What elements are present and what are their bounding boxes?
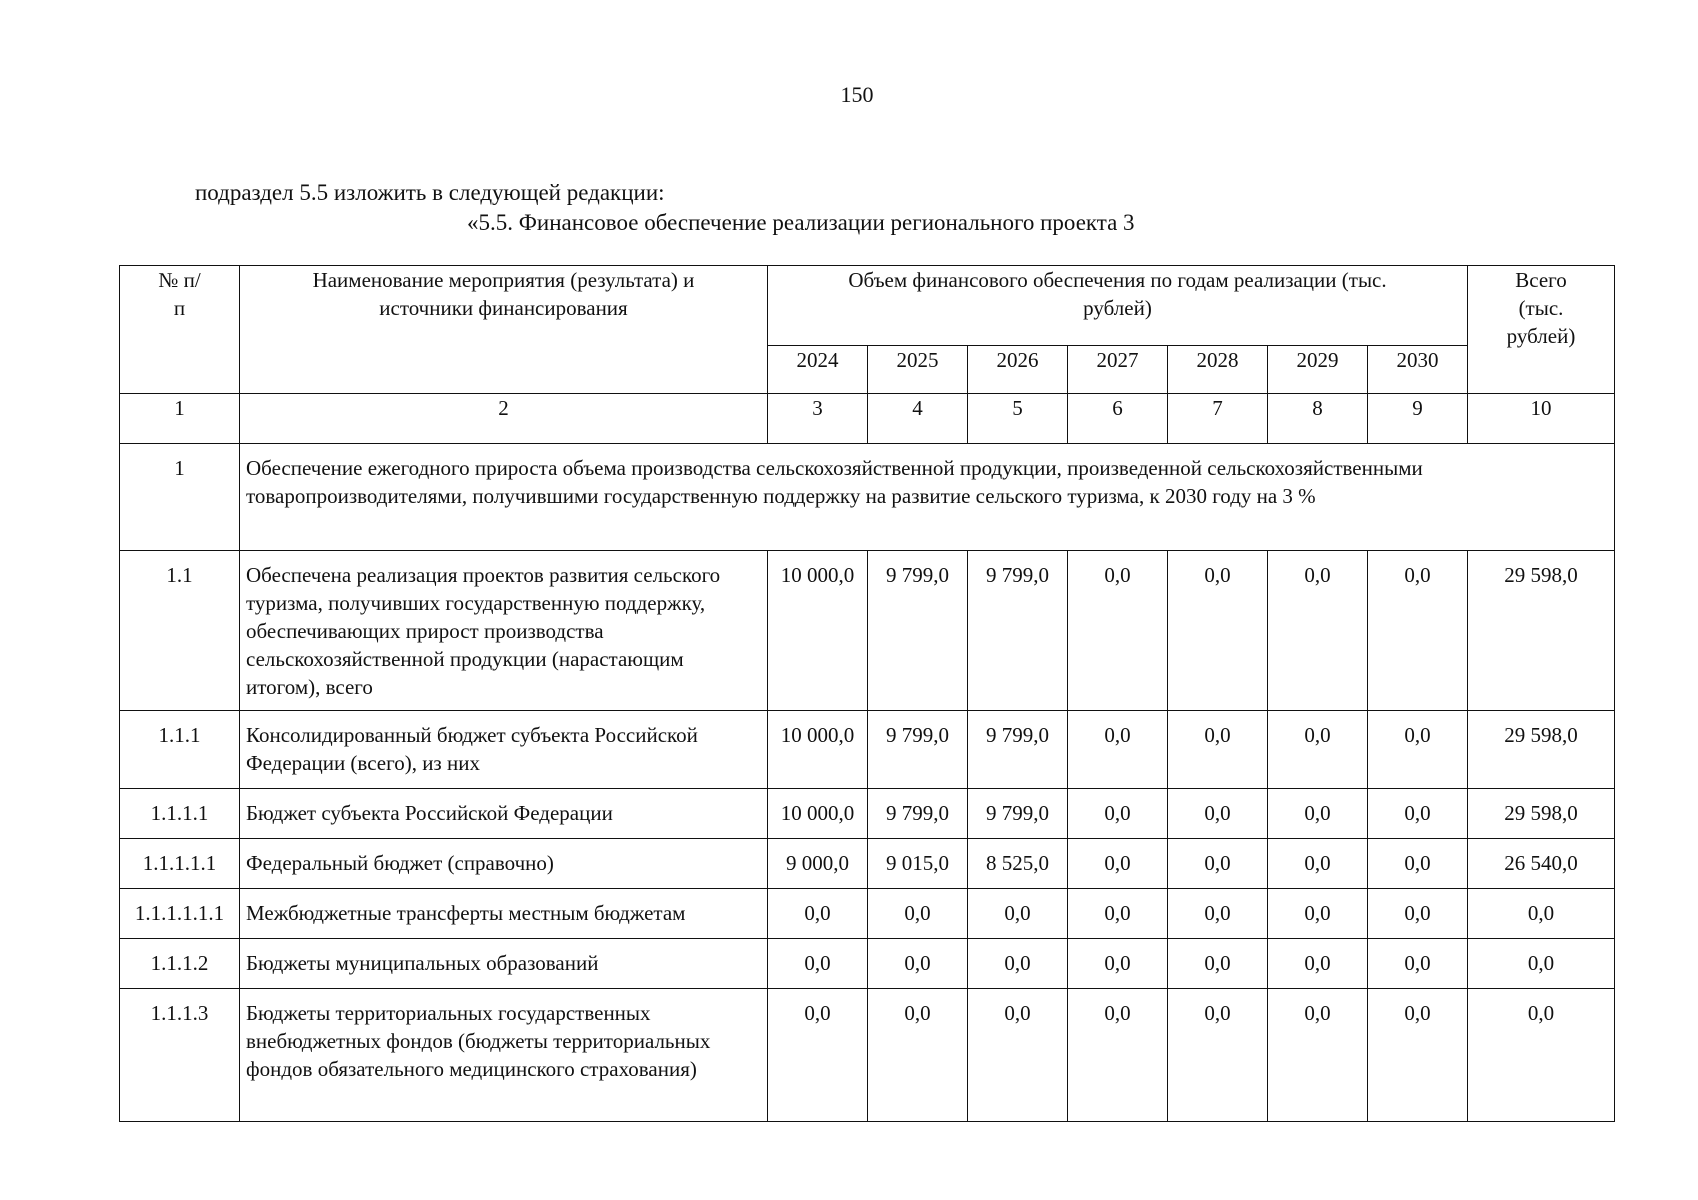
year-cell: 2029 bbox=[1268, 346, 1368, 394]
row-name: Межбюджетные трансферты местным бюджетам bbox=[240, 889, 768, 939]
column-number: 5 bbox=[968, 394, 1068, 444]
row-value: 0,0 bbox=[1368, 889, 1468, 939]
row-value: 10 000,0 bbox=[768, 551, 868, 711]
header-total: Всего (тыс. рублей) bbox=[1468, 266, 1615, 394]
row-value: 0,0 bbox=[1168, 889, 1268, 939]
row-value: 9 799,0 bbox=[868, 551, 968, 711]
section-title: «5.5. Финансовое обеспечение реализации регионального проекта 3 bbox=[467, 210, 1135, 235]
row-total: 29 598,0 bbox=[1468, 551, 1615, 711]
table-body bbox=[120, 444, 1615, 1122]
year-cell: 2027 bbox=[1068, 346, 1168, 394]
row-code: 1 bbox=[120, 444, 240, 551]
row-value: 0,0 bbox=[868, 889, 968, 939]
row-total: 0,0 bbox=[1468, 939, 1615, 989]
table-row bbox=[120, 939, 1615, 989]
year-cell: 2025 bbox=[868, 346, 968, 394]
row-value: 9 799,0 bbox=[868, 711, 968, 789]
row-value: 0,0 bbox=[1268, 711, 1368, 789]
year-cell: 2028 bbox=[1168, 346, 1268, 394]
row-code: 1.1.1.3 bbox=[120, 989, 240, 1122]
row-value: 0,0 bbox=[1368, 839, 1468, 889]
column-number: 9 bbox=[1368, 394, 1468, 444]
row-total: 29 598,0 bbox=[1468, 789, 1615, 839]
row-value: 0,0 bbox=[768, 939, 868, 989]
row-value: 10 000,0 bbox=[768, 789, 868, 839]
column-number: 3 bbox=[768, 394, 868, 444]
row-name: Бюджет субъекта Российской Федерации bbox=[240, 789, 768, 839]
row-code: 1.1.1.2 bbox=[120, 939, 240, 989]
row-value: 0,0 bbox=[1368, 551, 1468, 711]
row-value: 8 525,0 bbox=[968, 839, 1068, 889]
row-value: 0,0 bbox=[1168, 839, 1268, 889]
header-name: Наименование мероприятия (результата) и источники финансирования bbox=[240, 266, 768, 394]
row-total: 29 598,0 bbox=[1468, 711, 1615, 789]
table-row bbox=[120, 789, 1615, 839]
column-number: 7 bbox=[1168, 394, 1268, 444]
row-value: 0,0 bbox=[1268, 889, 1368, 939]
row-value: 0,0 bbox=[1168, 551, 1268, 711]
row-name: Обеспечена реализация проектов развития сельского туризма, получивших государственную поддержку, обеспечивающих прирост производства сельскохозяйственной продукции (нарастающим итогом), всего bbox=[240, 551, 768, 711]
row-value: 0,0 bbox=[1068, 711, 1168, 789]
row-value: 9 799,0 bbox=[968, 551, 1068, 711]
row-name: Бюджеты муниципальных образований bbox=[240, 939, 768, 989]
table-row bbox=[120, 989, 1615, 1122]
row-value: 0,0 bbox=[968, 989, 1068, 1122]
row-value: 0,0 bbox=[1068, 889, 1168, 939]
column-number: 4 bbox=[868, 394, 968, 444]
row-code: 1.1.1.1 bbox=[120, 789, 240, 839]
row-total: 26 540,0 bbox=[1468, 839, 1615, 889]
row-value: 0,0 bbox=[1068, 789, 1168, 839]
row-value: 9 015,0 bbox=[868, 839, 968, 889]
row-value: 10 000,0 bbox=[768, 711, 868, 789]
intro-text: подраздел 5.5 изложить в следующей редакции: bbox=[195, 180, 665, 205]
row-value: 0,0 bbox=[1268, 989, 1368, 1122]
row-value: 9 799,0 bbox=[968, 711, 1068, 789]
row-value: 0,0 bbox=[1268, 939, 1368, 989]
row-value: 9 799,0 bbox=[968, 789, 1068, 839]
row-value: 0,0 bbox=[868, 939, 968, 989]
year-cell: 2026 bbox=[968, 346, 1068, 394]
year-cell: 2030 bbox=[1368, 346, 1468, 394]
row-value: 0,0 bbox=[1368, 789, 1468, 839]
year-cell: 2024 bbox=[768, 346, 868, 394]
financing-table bbox=[119, 265, 1615, 1122]
row-value: 0,0 bbox=[1068, 939, 1168, 989]
row-value: 0,0 bbox=[1368, 989, 1468, 1122]
row-value: 0,0 bbox=[1168, 711, 1268, 789]
row-value: 0,0 bbox=[1268, 789, 1368, 839]
row-value: 0,0 bbox=[1068, 839, 1168, 889]
row-value: 0,0 bbox=[1068, 989, 1168, 1122]
row-value: 0,0 bbox=[1268, 839, 1368, 889]
header-num: № п/п bbox=[120, 266, 240, 394]
row-value: 0,0 bbox=[968, 939, 1068, 989]
column-numbers-row bbox=[120, 394, 1615, 444]
table-row bbox=[120, 711, 1615, 789]
row-code: 1.1.1.1.1 bbox=[120, 839, 240, 889]
row-value: 0,0 bbox=[868, 989, 968, 1122]
page-number: 150 bbox=[840, 82, 874, 107]
row-total: 0,0 bbox=[1468, 989, 1615, 1122]
row-value: 0,0 bbox=[1168, 939, 1268, 989]
table-row bbox=[120, 889, 1615, 939]
row-value: 0,0 bbox=[1368, 711, 1468, 789]
section-text: Обеспечение ежегодного прироста объема производства сельскохозяйственной продукции, произведенной сельскохозяйственными товаропроизводителями, получившими государственную поддержку на развитие сельского туризма, к 2030 году на 3 % bbox=[240, 444, 1615, 551]
row-code: 1.1.1.1.1.1 bbox=[120, 889, 240, 939]
row-value: 0,0 bbox=[968, 889, 1068, 939]
row-value: 0,0 bbox=[1368, 939, 1468, 989]
row-total: 0,0 bbox=[1468, 889, 1615, 939]
column-number: 1 bbox=[120, 394, 240, 444]
column-number: 10 bbox=[1468, 394, 1615, 444]
column-number: 6 bbox=[1068, 394, 1168, 444]
table-header bbox=[120, 266, 1615, 444]
row-code: 1.1 bbox=[120, 551, 240, 711]
row-name: Бюджеты территориальных государственных внебюджетных фондов (бюджеты территориальных фондов обязательного медицинского страхования) bbox=[240, 989, 768, 1122]
row-name: Консолидированный бюджет субъекта Российской Федерации (всего), из них bbox=[240, 711, 768, 789]
column-number: 2 bbox=[240, 394, 768, 444]
table-row bbox=[120, 839, 1615, 889]
row-value: 0,0 bbox=[1268, 551, 1368, 711]
table-row bbox=[120, 551, 1615, 711]
row-code: 1.1.1 bbox=[120, 711, 240, 789]
row-value: 0,0 bbox=[1068, 551, 1168, 711]
row-value: 0,0 bbox=[768, 889, 868, 939]
row-value: 9 799,0 bbox=[868, 789, 968, 839]
column-number: 8 bbox=[1268, 394, 1368, 444]
row-value: 0,0 bbox=[1168, 989, 1268, 1122]
row-value: 0,0 bbox=[768, 989, 868, 1122]
row-name: Федеральный бюджет (справочно) bbox=[240, 839, 768, 889]
row-value: 9 000,0 bbox=[768, 839, 868, 889]
section-row bbox=[120, 444, 1615, 551]
header-volume: Объем финансового обеспечения по годам реализации (тыс. рублей) bbox=[768, 266, 1468, 346]
row-value: 0,0 bbox=[1168, 789, 1268, 839]
